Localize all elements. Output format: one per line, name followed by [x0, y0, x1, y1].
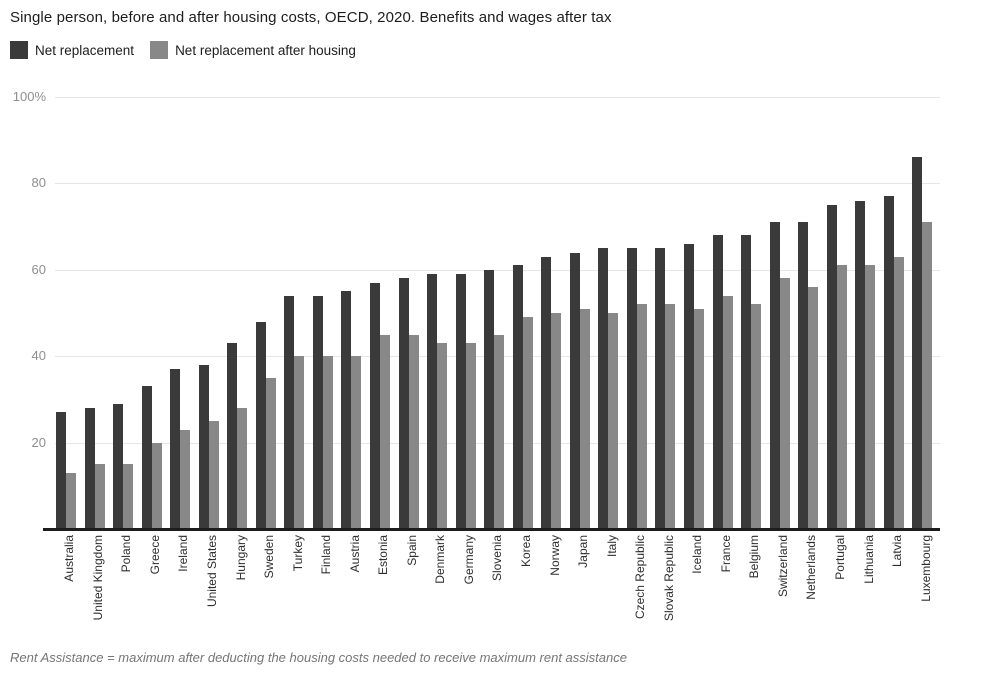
bar-net-replacement	[770, 222, 780, 529]
bar-group	[369, 97, 398, 529]
plot-area	[55, 97, 940, 529]
bar-net-replacement	[256, 322, 266, 529]
x-label-cell	[683, 535, 712, 635]
bar-net-replacement-after-housing	[294, 356, 304, 529]
bar-net-replacement	[313, 296, 323, 529]
bar-group	[769, 97, 798, 529]
x-label-cell	[512, 535, 541, 635]
bar-net-replacement-after-housing	[865, 265, 875, 529]
bar-net-replacement-after-housing	[608, 313, 618, 529]
x-label-cell	[883, 535, 912, 635]
x-label-cell	[398, 535, 427, 635]
x-label-cell	[312, 535, 341, 635]
x-axis-label: Sweden	[262, 535, 277, 579]
x-axis-label: Latvia	[890, 535, 905, 568]
bar-group	[55, 97, 84, 529]
bar-net-replacement	[370, 283, 380, 529]
bar-net-replacement	[427, 274, 437, 529]
x-axis-label: Australia	[62, 535, 77, 582]
x-label-cell	[84, 535, 113, 635]
bar-group	[540, 97, 569, 529]
x-axis-label: United Kingdom	[90, 535, 105, 621]
bar-net-replacement	[884, 196, 894, 529]
x-axis-label: Slovak Republic	[661, 535, 676, 622]
x-axis-label: Netherlands	[804, 535, 819, 600]
bar-net-replacement-after-housing	[751, 304, 761, 529]
bar-net-replacement-after-housing	[123, 464, 133, 529]
x-label-cell	[626, 535, 655, 635]
legend-label: Net replacement after housing	[175, 42, 356, 58]
bar-group	[654, 97, 683, 529]
x-axis-label: France	[718, 535, 733, 573]
bar-group	[283, 97, 312, 529]
bar-net-replacement	[741, 235, 751, 529]
bar-group	[626, 97, 655, 529]
x-axis-label: Spain	[404, 535, 419, 566]
x-axis-label: Ireland	[176, 535, 191, 572]
x-label-cell	[911, 535, 940, 635]
x-label-cell	[769, 535, 798, 635]
y-tick-label: 40	[31, 348, 46, 364]
bar-net-replacement-after-housing	[380, 335, 390, 529]
x-axis-label: Lithuania	[861, 535, 876, 584]
bar-net-replacement-after-housing	[494, 335, 504, 529]
x-axis-label: Czech Republic	[633, 535, 648, 620]
x-label-cell	[826, 535, 855, 635]
bar-net-replacement	[56, 412, 66, 529]
bar-group	[141, 97, 170, 529]
bar-net-replacement	[627, 248, 637, 529]
bar-group	[512, 97, 541, 529]
bar-net-replacement-after-housing	[665, 304, 675, 529]
bar-net-replacement-after-housing	[637, 304, 647, 529]
x-label-cell	[226, 535, 255, 635]
x-label-cell	[569, 535, 598, 635]
x-axis-label: Greece	[147, 535, 162, 575]
bar-group	[340, 97, 369, 529]
bar-net-replacement-after-housing	[237, 408, 247, 529]
x-label-cell	[854, 535, 883, 635]
x-axis-label: Portugal	[833, 535, 848, 580]
bar-series	[55, 97, 940, 529]
bar-group	[255, 97, 284, 529]
x-axis-label: Japan	[576, 535, 591, 568]
bar-group	[740, 97, 769, 529]
bar-net-replacement	[85, 408, 95, 529]
y-axis-labels	[0, 89, 46, 529]
bar-net-replacement	[798, 222, 808, 529]
x-label-cell	[797, 535, 826, 635]
x-label-cell	[654, 535, 683, 635]
bar-group	[226, 97, 255, 529]
x-axis-label: Estonia	[376, 535, 391, 576]
bar-net-replacement-after-housing	[66, 473, 76, 529]
bar-net-replacement	[456, 274, 466, 529]
bar-group	[84, 97, 113, 529]
x-label-cell	[455, 535, 484, 635]
x-axis-label: Iceland	[690, 535, 705, 574]
bar-group	[911, 97, 940, 529]
legend-swatch-icon	[150, 41, 168, 59]
bar-group	[483, 97, 512, 529]
bar-net-replacement-after-housing	[922, 222, 932, 529]
x-axis-label: Switzerland	[775, 535, 790, 598]
x-label-cell	[597, 535, 626, 635]
x-label-cell	[169, 535, 198, 635]
bar-net-replacement	[484, 270, 494, 529]
bar-group	[597, 97, 626, 529]
x-label-cell	[141, 535, 170, 635]
bar-group	[826, 97, 855, 529]
bar-net-replacement	[541, 257, 551, 529]
legend-item-1	[150, 41, 356, 59]
y-tick-label: 100%	[12, 89, 46, 104]
x-axis-label: Finland	[319, 535, 334, 575]
bar-group	[883, 97, 912, 529]
x-label-cell	[55, 535, 84, 635]
x-label-cell	[740, 535, 769, 635]
x-label-cell	[712, 535, 741, 635]
bar-net-replacement-after-housing	[466, 343, 476, 529]
x-label-cell	[483, 535, 512, 635]
bar-group	[169, 97, 198, 529]
bar-net-replacement-after-housing	[808, 287, 818, 529]
x-axis-label: Turkey	[290, 535, 305, 572]
bar-net-replacement	[170, 369, 180, 529]
legend-label: Net replacement	[35, 42, 135, 58]
x-axis-label: United States	[205, 535, 219, 608]
bar-group	[569, 97, 598, 529]
legend-swatch-icon	[10, 41, 28, 59]
bar-net-replacement-after-housing	[723, 296, 733, 529]
bar-net-replacement-after-housing	[837, 265, 847, 529]
y-tick-label: 60	[31, 261, 46, 277]
bar-net-replacement	[855, 201, 865, 529]
x-axis-label: Slovenia	[490, 535, 505, 582]
bar-net-replacement	[570, 253, 580, 529]
chart-title: Single person, before and after housing costs, OECD, 2020. Benefits and wages after tax	[10, 9, 612, 26]
x-label-cell	[369, 535, 398, 635]
x-axis-label: Korea	[519, 535, 534, 568]
bar-net-replacement-after-housing	[523, 317, 533, 529]
x-label-cell	[255, 535, 284, 635]
bar-net-replacement-after-housing	[437, 343, 447, 529]
bar-group	[198, 97, 227, 529]
bar-net-replacement-after-housing	[894, 257, 904, 529]
y-tick-label: 20	[31, 434, 46, 450]
bar-net-replacement-after-housing	[323, 356, 333, 529]
bar-net-replacement	[199, 365, 209, 529]
bar-net-replacement-after-housing	[694, 309, 704, 529]
x-axis-label: Denmark	[433, 535, 448, 584]
bar-net-replacement-after-housing	[780, 278, 790, 529]
x-label-cell	[340, 535, 369, 635]
bar-group	[797, 97, 826, 529]
bar-group	[398, 97, 427, 529]
x-label-cell	[540, 535, 569, 635]
bar-group	[426, 97, 455, 529]
bar-net-replacement	[912, 157, 922, 529]
legend-item-0	[10, 41, 134, 59]
bar-net-replacement	[598, 248, 608, 529]
bar-group	[455, 97, 484, 529]
x-axis-label: Poland	[119, 535, 134, 573]
x-axis-label: Belgium	[747, 535, 762, 579]
x-axis-label: Hungary	[233, 535, 248, 581]
bar-net-replacement	[513, 265, 523, 529]
x-label-cell	[112, 535, 141, 635]
bar-net-replacement-after-housing	[409, 335, 419, 529]
bar-net-replacement	[341, 291, 351, 529]
x-axis-label: Norway	[547, 535, 562, 576]
legend	[10, 41, 356, 59]
y-tick-label: 80	[31, 175, 46, 191]
bar-net-replacement	[399, 278, 409, 529]
bar-group	[312, 97, 341, 529]
bar-net-replacement-after-housing	[551, 313, 561, 529]
x-axis-labels	[55, 535, 940, 635]
bar-net-replacement	[227, 343, 237, 529]
bar-net-replacement	[713, 235, 723, 529]
x-axis-line	[43, 528, 940, 531]
bar-net-replacement-after-housing	[180, 430, 190, 529]
bar-net-replacement-after-housing	[266, 378, 276, 529]
bar-net-replacement	[284, 296, 294, 529]
x-axis-label: Germany	[461, 535, 476, 585]
footnote: Rent Assistance = maximum after deducting the housing costs needed to receive maximum rent assistance	[10, 650, 627, 665]
bar-net-replacement	[113, 404, 123, 529]
bar-group	[712, 97, 741, 529]
bar-net-replacement	[684, 244, 694, 529]
bar-group	[854, 97, 883, 529]
x-label-cell	[198, 535, 227, 635]
bar-net-replacement-after-housing	[580, 309, 590, 529]
bar-net-replacement	[827, 205, 837, 529]
x-axis-label: Luxembourg	[918, 535, 933, 602]
x-axis-label: Austria	[347, 535, 362, 573]
x-label-cell	[426, 535, 455, 635]
bar-net-replacement-after-housing	[152, 443, 162, 529]
x-label-cell	[283, 535, 312, 635]
bar-net-replacement	[142, 386, 152, 529]
bar-net-replacement	[655, 248, 665, 529]
bar-group	[683, 97, 712, 529]
bar-group	[112, 97, 141, 529]
bar-net-replacement-after-housing	[351, 356, 361, 529]
bar-net-replacement-after-housing	[209, 421, 219, 529]
x-axis-label: Italy	[604, 535, 619, 558]
bar-net-replacement-after-housing	[95, 464, 105, 529]
